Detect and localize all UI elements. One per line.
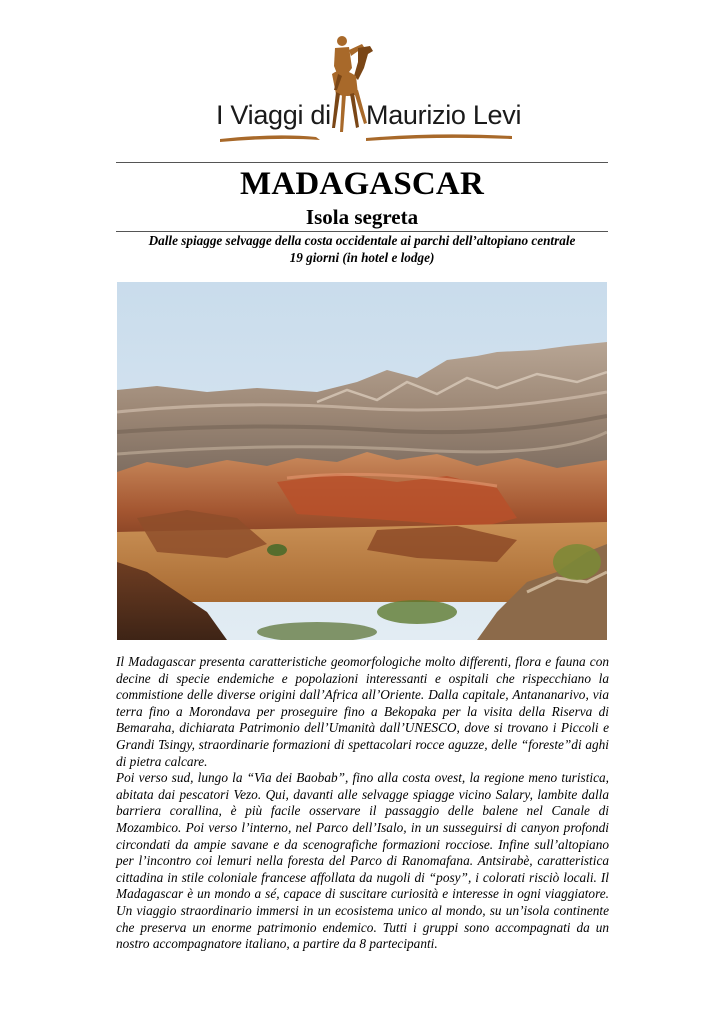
- page-title: MADAGASCAR: [240, 166, 484, 202]
- logo-text-left: I Viaggi di: [216, 100, 331, 130]
- brand-logo: [216, 32, 522, 154]
- header-divider: [116, 162, 608, 163]
- tagline: Dalle spiagge selvagge della costa occidentale ai parchi dell’altopiano centrale: [148, 233, 576, 248]
- duration-line: 19 giorni (in hotel e lodge): [289, 250, 435, 265]
- logo-text-right: Maurizio Levi: [366, 100, 522, 130]
- description-paragraph-2: Poi verso sud, lungo la “Via dei Baobab”, fino alla costa ovest, la regione meno turistica, abitata dai pescatori Vezo. Qui, davanti alle selvagge spiagge vicino Salary, lambite dalla barriera corallina, è più facile osservare il passaggio delle balene nel Canale di Mozambico. Poi verso l’interno, nel Parco dell’Isalo, in un susseguirsi di canyon profondi circondati da ampie savane e da scenografiche formazioni rocciose. Infine sull’altopiano per l’incontro coi lemuri nella foresta del Parco di Ranomafana. Antsirabè, caratteristica cittadina in stile coloniale francese affollata da nugoli di “posy”, i colorati risciò locali. Il Madagascar è un mondo a sé, capace di suscitare curiosità e interesse in ogni viaggiatore. Un viaggio straordinario immersi in un ecosistema unico al mondo, su un’isola continente che preserva un enorme patrimonio endemico. Tutti i gruppi sono accompagnati da un nostro accompagnatore italiano, a partire da 8 partecipanti.: [116, 770, 609, 952]
- page-subtitle: Isola segreta: [305, 205, 419, 229]
- landscape-photo: [117, 282, 607, 640]
- description: [116, 654, 609, 953]
- logo-swoosh: [216, 130, 516, 144]
- description-paragraph-1: Il Madagascar presenta caratteristiche geomorfologiche molto differenti, flora e fauna con decine di specie endemiche e popolazioni interessanti e ospitali che rispecchiano la commistione delle diverse origini dall’Africa all’Oriente. Dalla capitale, Antananarivo, via terra fino a Morondava per proseguire fino a Bekopaka per la visita della Riserva di Bemaraha, dichiarata Patrimonio dell’Umanità dall’UNESCO, dove si trovano i Piccoli e Grandi Tsingy, straordinarie formazioni di spettacolari rocce aguzze, delle “foreste”di aghi di pietra calcare.: [116, 654, 609, 769]
